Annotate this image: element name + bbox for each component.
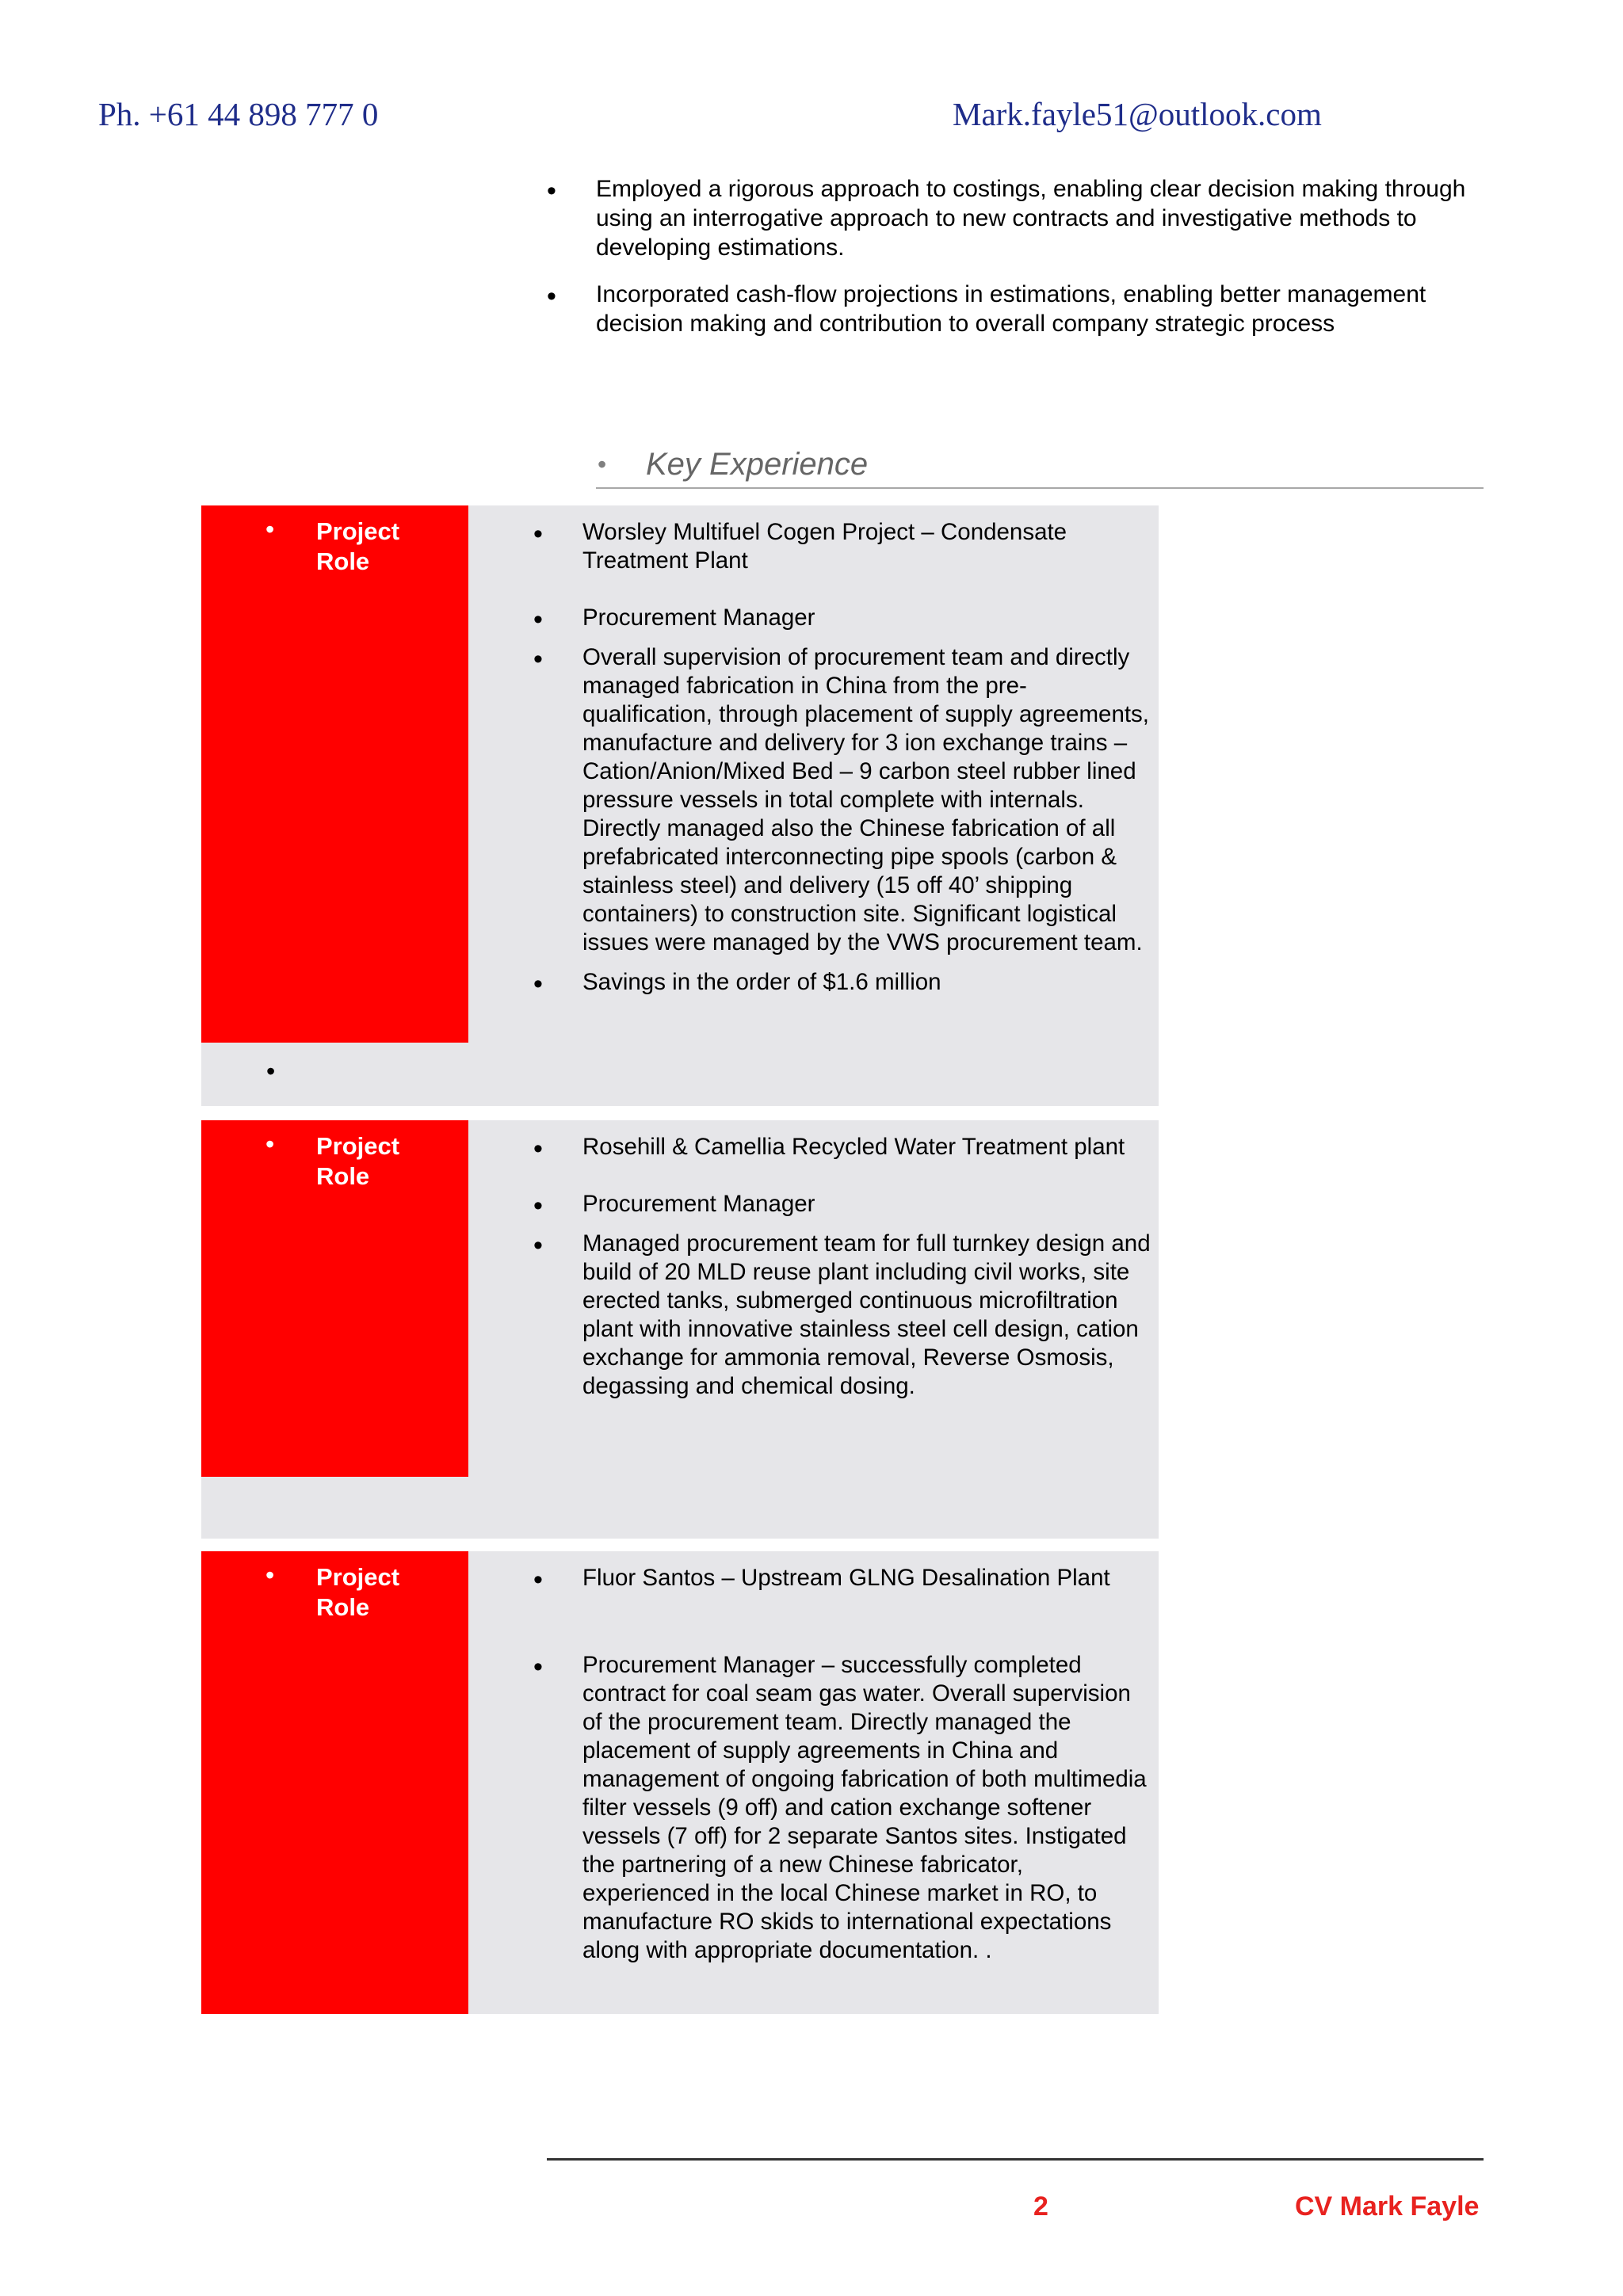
project-position: • Procurement Manager [582, 604, 1153, 632]
project-name: • Fluor Santos – Upstream GLNG Desalination Plant [582, 1564, 1153, 1592]
project-details [582, 1133, 1153, 1401]
bullet-icon: • [598, 450, 607, 479]
project-role-label: Project Role [316, 1563, 400, 1621]
project-details [582, 518, 1153, 997]
project-role-cell [201, 505, 468, 1043]
project-role-cell [201, 1120, 468, 1477]
project-position: • Procurement Manager [582, 1190, 1153, 1219]
project-description: • Procurement Manager – successfully completed contract for coal seam gas water. Overall supervision of the procurement team. Directly managed the placement of supply agreements in China and management of ongoing fabrication of both multimedia filter vessels (9 off) and cation exchange softener vessels (7 off) for 2 separate Santos sites. Instigated the partnering of a new Chinese fabricator, experienced in the local Chinese market in RO, to manufacture RO skids to international expectations along with appropriate documentation. . [582, 1651, 1153, 1965]
page-number: 2 [1033, 2191, 1048, 2222]
intro-bullet-list [596, 174, 1484, 356]
project-name: • Rosehill & Camellia Recycled Water Treatment plant [582, 1133, 1153, 1161]
bullet-icon: • [265, 515, 275, 543]
project-block-3 [201, 1551, 1159, 2014]
bullet-icon: • [265, 1130, 275, 1158]
project-name: • Worsley Multifuel Cogen Project – Condensate Treatment Plant [582, 518, 1153, 575]
project-description: • Overall supervision of procurement team and directly managed fabrication in China from the pre-qualification, through placement of supply agreements, manufacture and delivery for 3 ion exchange trains – Cation/Anion/Mixed Bed – 9 carbon steel rubber lined pressure vessels in total complete with internals. Directly managed also the Chinese fabrication of all prefabricated interconnecting pipe spools (carbon & stainless steel) and delivery (15 off 40’ shipping containers) to construction site. Significant logistical issues were managed by the VWS procurement team. [582, 643, 1153, 957]
bullet-icon: • [265, 1561, 275, 1589]
project-block-2 [201, 1120, 1159, 1539]
header-phone: Ph. +61 44 898 777 0 [98, 96, 379, 132]
footer-divider [547, 2158, 1484, 2161]
project-role-label: Project Role [316, 1132, 400, 1190]
project-role-label: Project Role [316, 517, 400, 575]
project-result: • Savings in the order of $1.6 million [582, 968, 1153, 997]
bullet-icon: • [266, 1057, 276, 1085]
list-item: • Incorporated cash-flow projections in estimations, enabling better management decision making and contribution to overall company strategic process [596, 280, 1484, 338]
list-item: • Employed a rigorous approach to costings, enabling clear decision making through using an interrogative approach to new contracts and investigative methods to developing estimations. [596, 174, 1484, 262]
project-block-1 [201, 505, 1159, 1106]
footer-cv-name: CV Mark Fayle [1295, 2191, 1480, 2222]
project-details [582, 1564, 1153, 1965]
project-role-cell [201, 1551, 468, 2014]
header-email[interactable]: Mark.fayle51@outlook.com [953, 96, 1322, 132]
section-divider [596, 487, 1484, 489]
project-description: • Managed procurement team for full turnkey design and build of 20 MLD reuse plant including civil works, site erected tanks, submerged continuous microfiltration plant with innovative stainless steel cell design, cation exchange for ammonia removal, Reverse Osmosis, degassing and chemical dosing. [582, 1230, 1153, 1401]
section-title: Key Experience [646, 447, 869, 482]
